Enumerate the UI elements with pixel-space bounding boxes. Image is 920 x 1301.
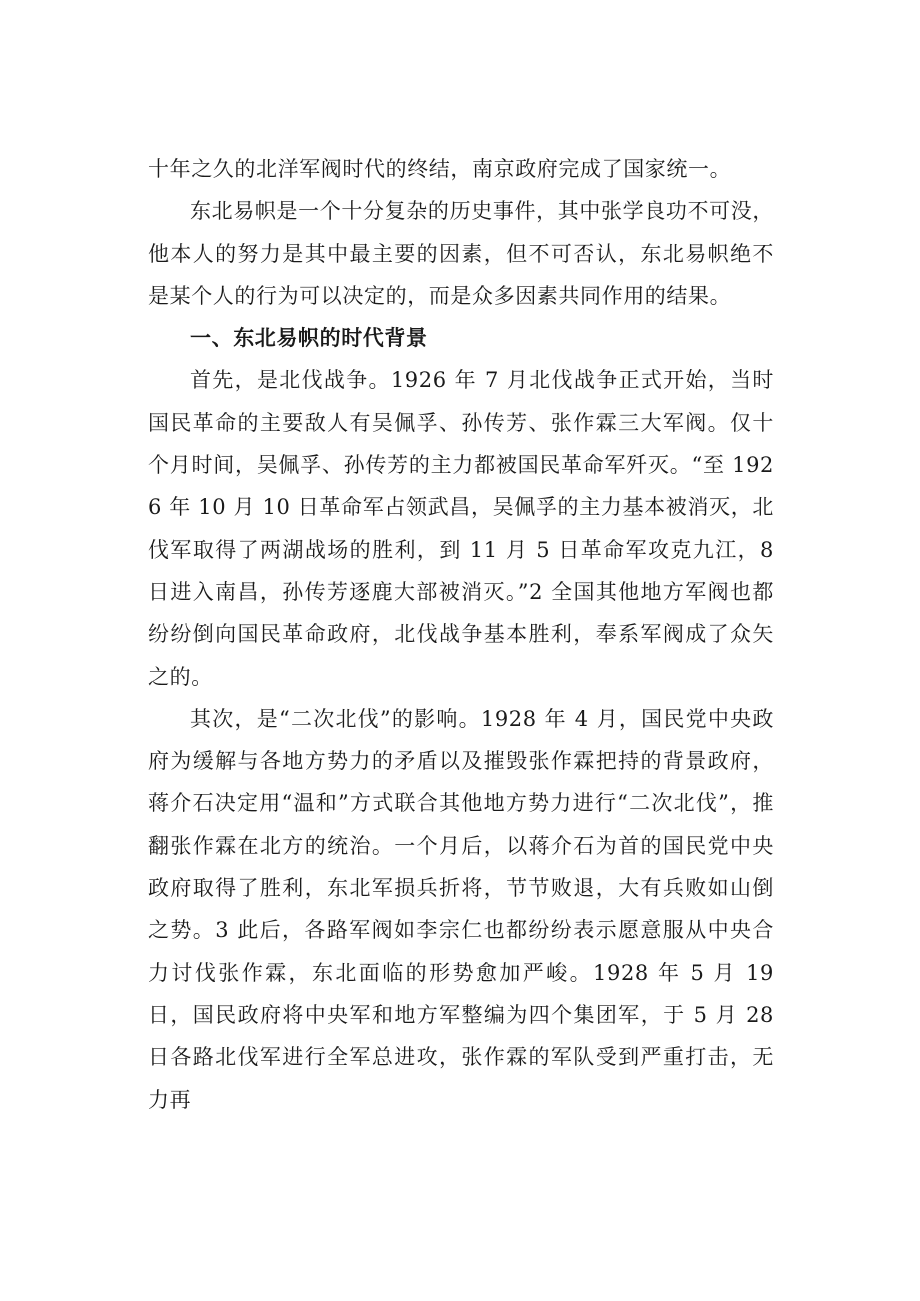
document-body — [148, 148, 774, 1121]
paragraph-intro: 东北易帜是一个十分复杂的历史事件，其中张学良功不可没，他本人的努力是其中最主要的因素，但不可否认，东北易帜绝不是某个人的行为可以决定的，而是众多因素共同作用的结果。 — [148, 199, 774, 308]
paragraph-second-expedition: 其次，是“二次北伐”的影响。1928 年 4 月，国民党中央政府为缓解与各地方势力的矛盾以及摧毁张作霖把持的背景政府，蒋介石决定用“温和”方式联合其他地方势力进行“二次北伐”，推翻张作霖在北方的统治。一个月后，以蒋介石为首的国民党中央政府取得了胜利，东北军损兵折将，节节败退，大有兵败如山倒之势。3 此后，各路军阀如李宗仁也都纷纷表示愿意服从中央合力讨伐张作霖，东北面临的形势愈加严峻。1928 年 5 月 19 日，国民政府将中央军和地方军整编为四个集团军，于 5 月 28 日各路北伐军进行全军总进攻，张作霖的军队受到严重打击，无力再 — [148, 706, 774, 1112]
section-heading: 一、东北易帜的时代背景 — [190, 326, 428, 351]
paragraph-continuation: 十年之久的北洋军阀时代的终结，南京政府完成了国家统一。 — [148, 157, 732, 181]
paragraph-northern-expedition: 首先，是北伐战争。1926 年 7 月北伐战争正式开始，当时国民革命的主要敌人有吴佩孚、孙传芳、张作霖三大军阀。仅十个月时间，吴佩孚、孙传芳的主力都被国民革命军歼灭。“至 1926 年 10 月 10 日革命军占领武昌，吴佩孚的主力基本被消灭，北伐军取得了两湖战场的胜利，到 11 月 5 日革命军攻克九江，8 日进入南昌，孙传芳逐鹿大部被消灭。”2 全国其他地方军阀也都纷纷倒向国民革命政府，北伐战争基本胜利，奉系军阀成了众矢之的。 — [148, 368, 774, 689]
